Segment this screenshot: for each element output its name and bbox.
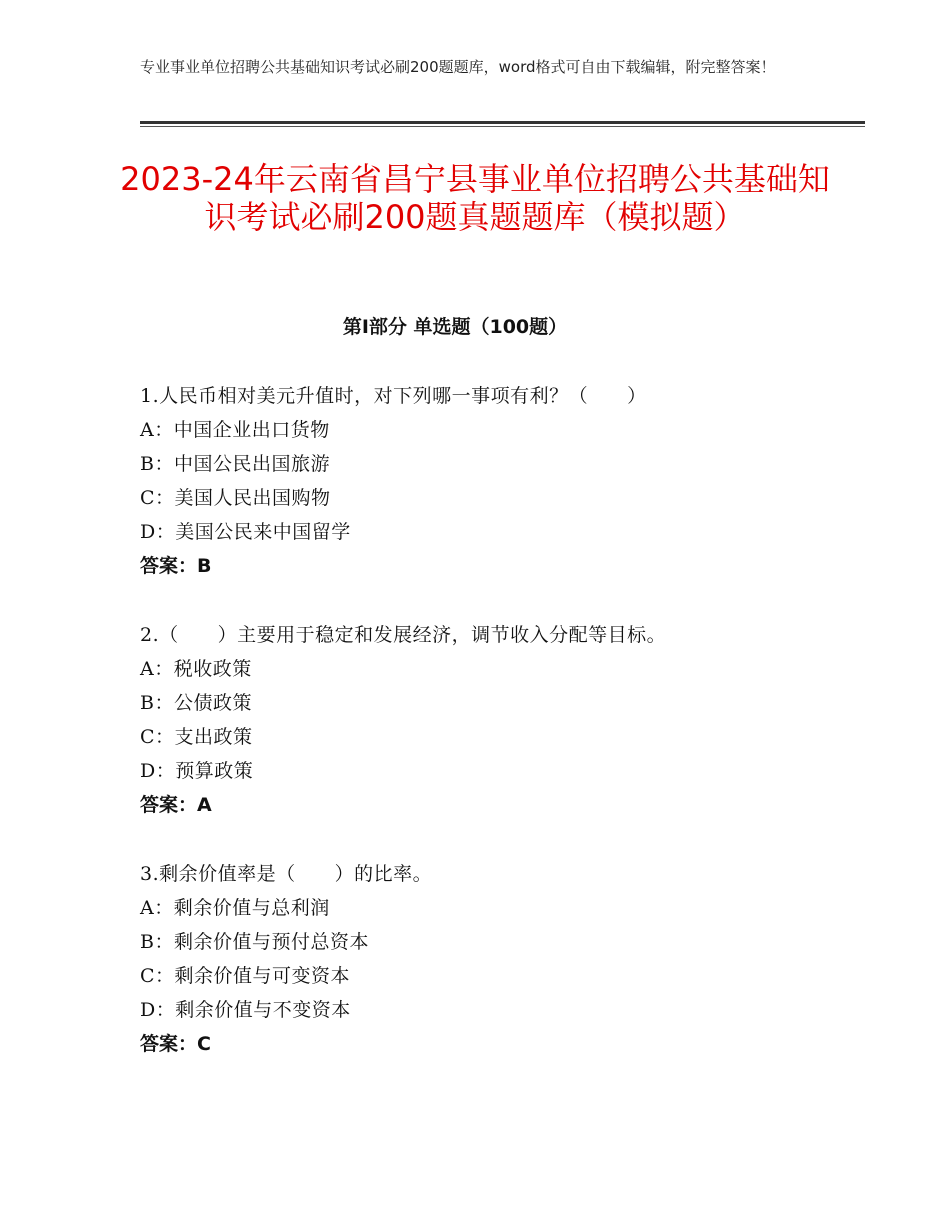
question-1: [140, 379, 840, 583]
option-d: D：剩余价值与不变资本: [140, 999, 351, 1021]
option-b: B：剩余价值与预付总资本: [140, 931, 369, 953]
answer: 答案：A: [140, 794, 212, 816]
question-3: [140, 857, 840, 1061]
option-a: A：剩余价值与总利润: [140, 897, 330, 919]
option-d: D：美国公民来中国留学: [140, 521, 351, 543]
option-b: B：公债政策: [140, 692, 252, 714]
question-stem: 1.人民币相对美元升值时，对下列哪一事项有利？（ ）: [140, 385, 647, 407]
option-c: C：支出政策: [140, 726, 253, 748]
option-c: C：剩余价值与可变资本: [140, 965, 351, 987]
question-2: [140, 618, 840, 822]
answer: 答案：B: [140, 555, 212, 577]
option-c: C：美国人民出国购物: [140, 487, 331, 509]
question-stem: 2.（ ）主要用于稳定和发展经济，调节收入分配等目标。: [140, 624, 667, 646]
header-divider-thin: [140, 126, 865, 127]
header-divider-thick: [140, 121, 865, 124]
option-a: A：中国企业出口货物: [140, 419, 330, 441]
answer: 答案：C: [140, 1033, 211, 1055]
option-d: D：预算政策: [140, 760, 254, 782]
section-title: 第Ⅰ部分 单选题（100题）: [342, 316, 568, 338]
header-note: 专业事业单位招聘公共基础知识考试必刷200题题库，word格式可自由下载编辑，附完整答案！: [140, 58, 776, 76]
option-a: A：税收政策: [140, 658, 252, 680]
option-b: B：中国公民出国旅游: [140, 453, 330, 475]
document-title: 2023-24年云南省昌宁县事业单位招聘公共基础知识考试必刷200题真题题库（模拟题）: [120, 160, 830, 236]
question-stem: 3.剩余价值率是（ ）的比率。: [140, 863, 433, 885]
